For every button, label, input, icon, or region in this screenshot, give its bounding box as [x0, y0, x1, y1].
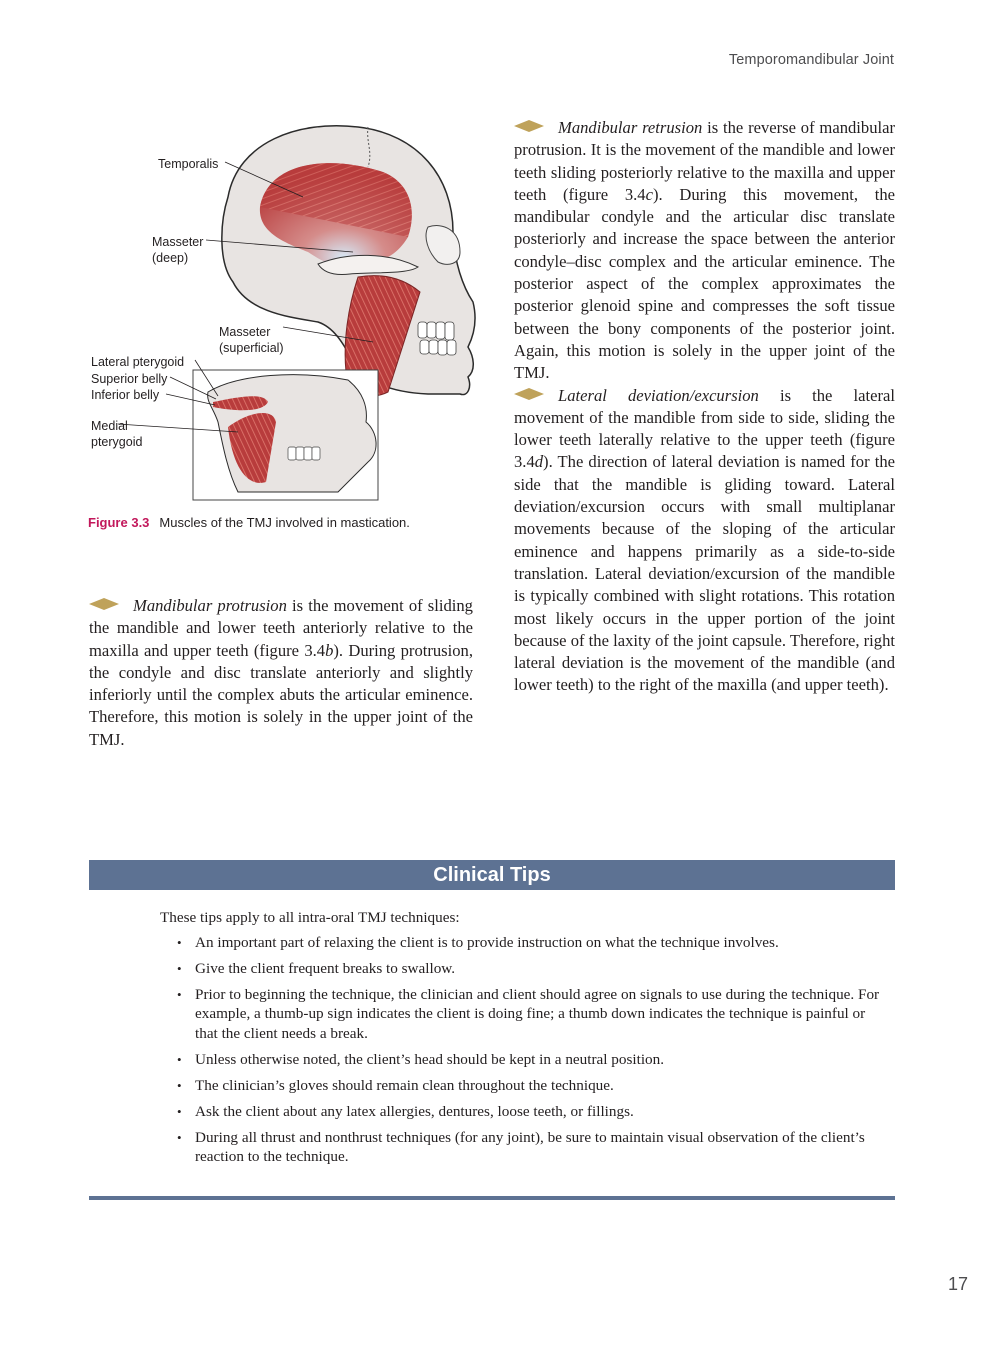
- bullet-icon: •: [177, 1129, 182, 1145]
- tip-text: During all thrust and nonthrust techniques (for any joint), be sure to maintain visual observation of the client’s reaction to the technique.: [195, 1128, 865, 1165]
- term-lateral-deviation: Lateral deviation/excursion: [558, 385, 759, 405]
- clinical-tips-bottom-rule: [89, 1196, 895, 1200]
- paragraph-lateral-deviation: [514, 385, 895, 697]
- protrusion-figure-ref: b: [325, 640, 334, 660]
- page-number: 17: [947, 1274, 968, 1294]
- bullet-icon: •: [177, 1051, 182, 1067]
- term-retrusion: Mandibular retrusion: [558, 118, 703, 137]
- lateral-text-2: ). The direction of lateral deviation is named for the side that the mandible is gliding toward. Lateral deviation/excursion occurs with small multiplanar movements because of the sloping of the articular eminence and happens primarily as a side-to-side translation. Lateral deviation/excursion of the mandible is typically combined with slight rotations. This rotation most likely occurs in the upper portion of the joint because of the laxity of the joint capsule. Therefore, right lateral deviation is the movement of the mandible (and lower teeth) to the right of the maxilla (and upper teeth).: [514, 452, 895, 695]
- figure-number: Figure 3.3: [88, 515, 150, 530]
- figure-tmj-muscles: [88, 102, 488, 512]
- running-head: Temporomandibular Joint: [728, 52, 894, 68]
- bullet-icon: •: [177, 960, 182, 976]
- bullet-icon: •: [177, 986, 182, 1002]
- clinical-tips-body: [160, 908, 890, 1173]
- label-medial-pterygoid: Medial: [91, 419, 128, 433]
- bullet-icon: •: [177, 934, 182, 950]
- list-item: [160, 985, 890, 1044]
- left-column: [89, 595, 473, 751]
- protrusion-text-2: ). During protrusion, the condyle and disc translate anteriorly and slightly inferiorly until the complex abuts the articular eminence. Therefore, this motion is solely in the upper joint of the TMJ.: [89, 640, 473, 749]
- retrusion-text-2: ). During this movement, the mandibular condyle and the articular disc translate posteriorly and increase the space between the anterior condyle–disc complex and the articular eminence. The posterior aspect of the complex approximates the posterior glenoid spine and compresses the soft tissue between the bony components of the posterior joint. Again, this motion is solely in the upper joint of the TMJ.: [514, 184, 895, 383]
- right-column: [514, 117, 895, 697]
- paragraph-retrusion: [514, 117, 895, 385]
- list-item: [160, 1050, 890, 1070]
- paragraph-protrusion: [89, 595, 473, 751]
- label-temporalis: Temporalis: [158, 157, 219, 171]
- label-masseter-deep-sub: (deep): [152, 251, 189, 265]
- list-item: [160, 933, 890, 953]
- label-superior-belly: Superior belly: [91, 372, 168, 386]
- tip-text: An important part of relaxing the client is to provide instruction on what the technique involves.: [195, 933, 779, 951]
- retrusion-figure-ref: c: [645, 184, 653, 204]
- tip-text: Ask the client about any latex allergies, dentures, loose teeth, or fillings.: [195, 1102, 634, 1120]
- skull-illustration: [88, 102, 488, 512]
- label-masseter-superficial: Masseter: [219, 325, 271, 339]
- label-lateral-pterygoid: Lateral pterygoid: [91, 355, 185, 369]
- figure-caption: [88, 515, 488, 530]
- clinical-tips-list: [160, 933, 890, 1167]
- tip-text: Unless otherwise noted, the client’s head should be kept in a neutral position.: [195, 1050, 665, 1068]
- list-item: [160, 1102, 890, 1122]
- clinical-tips-intro: These tips apply to all intra-oral TMJ techniques:: [160, 909, 460, 926]
- retrusion-text-1: is the reverse of mandibular protrusion. It is the movement of the mandible and lower teeth sliding posteriorly relative to the maxilla and upper teeth (figure 3.4: [514, 118, 895, 204]
- tip-text: Give the client frequent breaks to swallow.: [195, 959, 456, 977]
- tip-text: Prior to beginning the technique, the clinician and client should agree on signals to use during the technique. For example, a thumb-up sign indicates the client is doing fine; a thumb down indicates the technique is painful or that the client needs a break.: [195, 985, 880, 1042]
- label-medial-pterygoid-sub: pterygoid: [91, 435, 143, 449]
- diamond-arrow-icon: [89, 598, 119, 610]
- bullet-icon: •: [177, 1103, 182, 1119]
- tip-text: The clinician’s gloves should remain clean throughout the technique.: [195, 1076, 614, 1094]
- list-item: [160, 1128, 890, 1167]
- protrusion-text-1: is the movement of sliding the mandible and lower teeth anteriorly relative to the maxilla and upper teeth (figure 3.4: [89, 596, 473, 660]
- bullet-icon: •: [177, 1077, 182, 1093]
- label-inferior-belly: Inferior belly: [91, 388, 160, 402]
- label-masseter-superficial-sub: (superficial): [219, 341, 284, 355]
- figure-caption-text: Muscles of the TMJ involved in mastication.: [159, 515, 410, 530]
- list-item: [160, 959, 890, 979]
- diamond-arrow-icon: [514, 120, 544, 132]
- term-protrusion: Mandibular protrusion: [133, 596, 287, 615]
- clinical-tips-banner: Clinical Tips: [89, 860, 895, 890]
- diamond-arrow-icon: [514, 388, 544, 400]
- list-item: [160, 1076, 890, 1096]
- lateral-text-1: is the lateral movement of the mandible from side to side, sliding the lower teeth laterally relative to the upper teeth (figure 3.4: [514, 385, 895, 472]
- lateral-figure-ref: d: [534, 452, 544, 472]
- label-masseter-deep: Masseter: [152, 235, 204, 249]
